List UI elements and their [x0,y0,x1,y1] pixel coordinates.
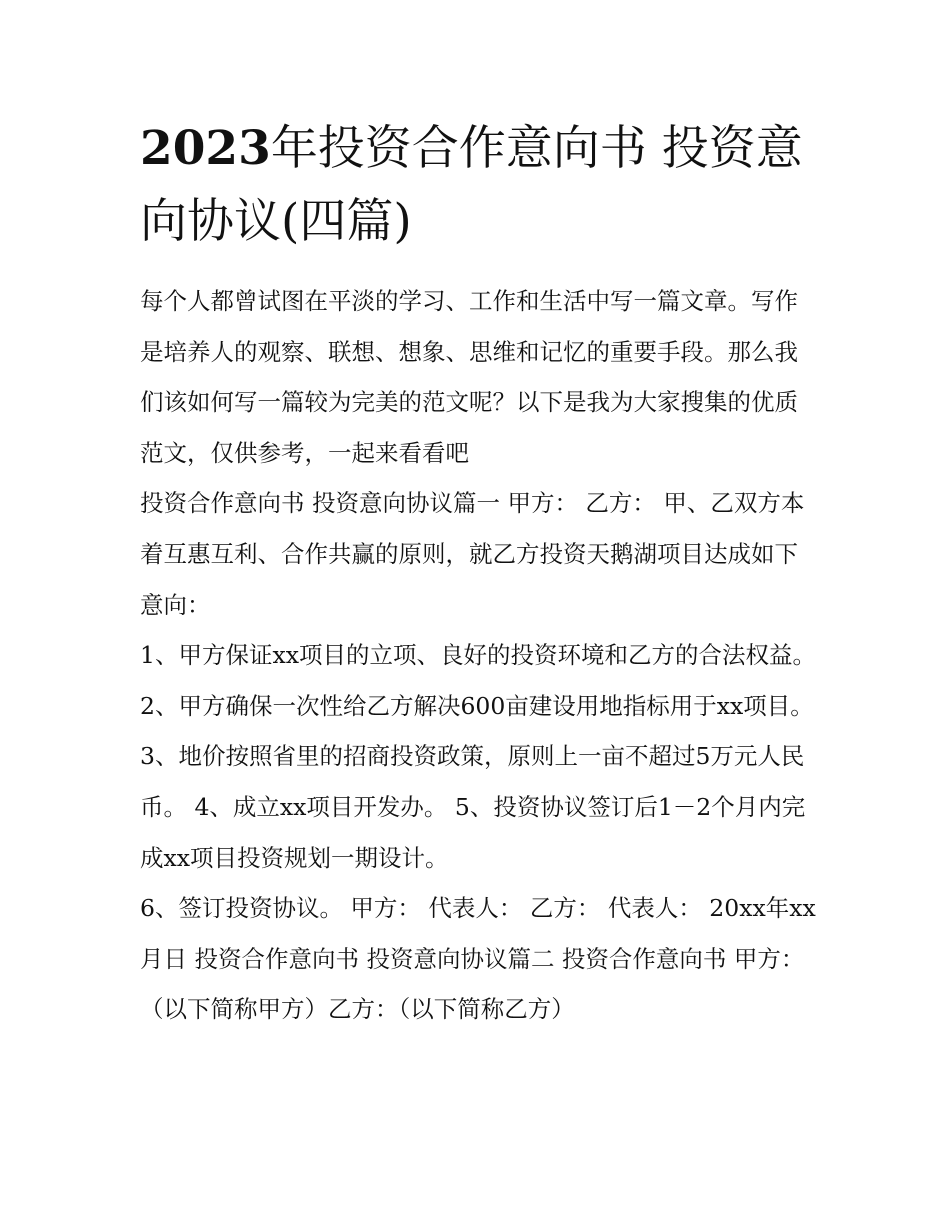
document-title [140,112,820,258]
document-body [140,276,820,1035]
paragraph-items-3-5: 3、地价按照省里的招商投资政策，原则上一亩不超过5万元人民币。 4、成立xx项目开发办。 5、投资协议签订后1－2个月内完成xx项目投资规划一期设计。 [140,742,806,872]
paragraph-items-1-2: 1、甲方保证xx项目的立项、良好的投资环境和乙方的合法权益。 2、甲方确保一次性给乙方解决600亩建设用地指标用于xx项目。 [140,641,816,720]
paragraph-part-one: 投资合作意向书 投资意向协议篇一 甲方： 乙方： 甲、乙双方本着互惠互利、合作共赢的原则，就乙方投资天鹅湖项目达成如下意向： [140,489,805,619]
title-text: 年投资合作意向书 投资意向协议(四篇) [140,121,803,249]
paragraph-item-6-part-two: 6、签订投资协议。 甲方： 代表人： 乙方： 代表人： 20xx年xx月日 投资合作意向书 投资意向协议篇二 投资合作意向书 甲方：（以下简称甲方）乙方：（以下简称乙方） [140,894,816,1024]
paragraph-intro: 每个人都曾试图在平淡的学习、工作和生活中写一篇文章。写作是培养人的观察、联想、想象、思维和记忆的重要手段。那么我们该如何写一篇较为完美的范文呢？以下是我为大家搜集的优质范文，仅供参考，一起来看看吧 [140,287,798,467]
title-year: 2023 [140,121,271,176]
